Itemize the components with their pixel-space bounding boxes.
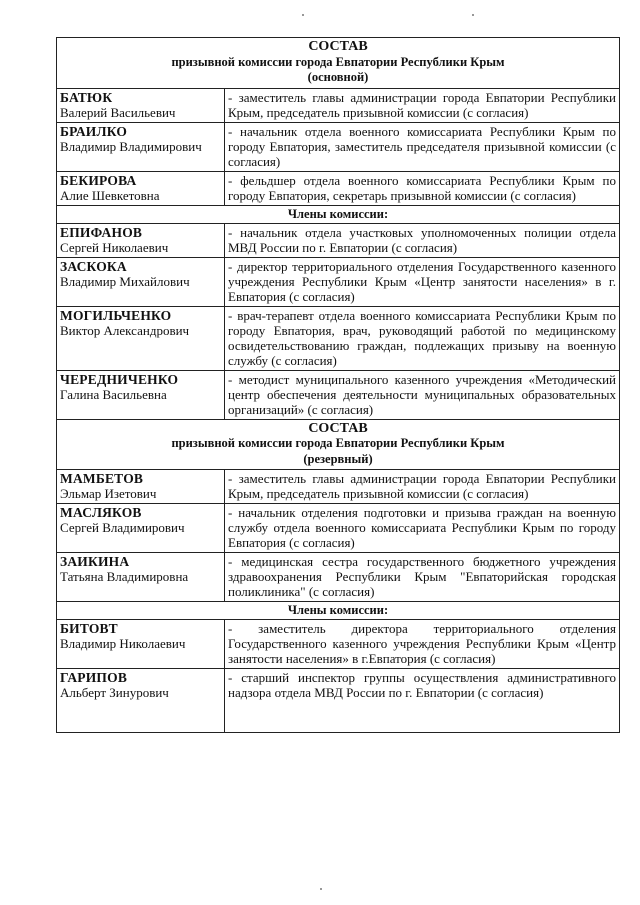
person-name: Алие Шевкетовна <box>60 187 160 203</box>
commission-table <box>56 37 620 733</box>
person-role: - старший инспектор группы осуществления административного надзора отдела МВД России по г. Евпатории (с согласия) <box>225 669 620 733</box>
person-cell <box>57 88 225 122</box>
table-row <box>57 122 620 171</box>
person-surname: БАТЮК <box>60 89 113 105</box>
person-surname: МАСЛЯКОВ <box>60 505 142 520</box>
person-name: Эльмар Изетович <box>60 486 157 501</box>
members-heading: Члены комиссии: <box>57 602 620 620</box>
person-name: Владимир Михайлович <box>60 273 190 289</box>
person-name: Валерий Васильевич <box>60 104 176 120</box>
person-surname: БЕКИРОВА <box>60 172 137 188</box>
person-cell <box>57 257 225 306</box>
table-row <box>57 470 620 504</box>
person-surname: ЗАСКОКА <box>60 258 127 274</box>
person-name: Сергей Владимирович <box>60 520 185 535</box>
reserve-header-row <box>57 419 620 470</box>
scan-speck <box>320 888 322 890</box>
person-role: - фельдшер отдела военного комиссариата Республики Крым по городу Евпатория, секретарь призывной комиссии (с согласия) <box>225 171 620 205</box>
person-surname: ЗАИКИНА <box>60 554 130 569</box>
person-surname: БИТОВТ <box>60 621 118 636</box>
reserve-header <box>57 419 620 470</box>
person-role: - заместитель главы администрации города Евпатории Республики Крым, председатель призывной комиссии (с согласия) <box>225 470 620 504</box>
table-row <box>57 620 620 669</box>
members-heading-row <box>57 205 620 223</box>
primary-header-row <box>57 38 620 89</box>
scan-speck <box>302 14 304 16</box>
reserve-title: СОСТАВ <box>308 420 368 436</box>
reserve-subtitle: призывной комиссии города Евпатории Республики Крым <box>171 436 505 450</box>
person-role: - начальник отдела участковых уполномоченных полиции отдела МВД России по г. Евпатории (с согласия) <box>225 223 620 257</box>
person-cell <box>57 171 225 205</box>
person-role: - начальник отделения подготовки и призыва граждан на военную службу отдела военного комиссариата Республики Крым по городу Евпатория (с согласия) <box>225 504 620 553</box>
person-surname: ЧЕРЕДНИЧЕНКО <box>60 371 179 387</box>
person-role: - врач-терапевт отдела военного комиссариата Республики Крым по городу Евпатория, врач, руководящий работой по медицинскому освидетельствованию граждан, подлежащих призыву на военную службу (с согласия) <box>225 306 620 370</box>
person-cell <box>57 122 225 171</box>
person-surname: МАМБЕТОВ <box>60 471 144 486</box>
person-surname: ГАРИПОВ <box>60 670 128 685</box>
primary-subtitle: призывной комиссии города Евпатории Республики Крым <box>171 54 505 69</box>
person-role: - методист муниципального казенного учреждения «Методический центр обеспечения деятельности муниципальных образовательных организаций» (с согласия) <box>225 370 620 419</box>
person-cell <box>57 470 225 504</box>
person-surname: МОГИЛЬЧЕНКО <box>60 307 172 323</box>
person-cell <box>57 620 225 669</box>
scan-speck <box>472 14 474 16</box>
table-row <box>57 669 620 733</box>
table-row <box>57 306 620 370</box>
person-name: Сергей Николаевич <box>60 239 169 255</box>
members-heading: Члены комиссии: <box>57 205 620 223</box>
person-cell <box>57 370 225 419</box>
person-name: Галина Васильевна <box>60 386 167 402</box>
person-role: - заместитель директора территориального отделения Государственного казенного учреждения Республики Крым «Центр занятости населения» в г.Евпатория (с согласия) <box>225 620 620 669</box>
person-role: - заместитель главы администрации города Евпатории Республики Крым, председатель призывной комиссии (с согласия) <box>225 88 620 122</box>
table-row <box>57 553 620 602</box>
person-cell <box>57 306 225 370</box>
person-surname: БРАИЛКО <box>60 123 128 139</box>
person-name: Виктор Александрович <box>60 322 190 338</box>
table-row <box>57 257 620 306</box>
table-row <box>57 504 620 553</box>
primary-kind: (основной) <box>307 70 369 84</box>
table-row <box>57 370 620 419</box>
person-name: Татьяна Владимировна <box>60 569 189 584</box>
person-name: Альберт Зинурович <box>60 685 169 700</box>
person-role: - медицинская сестра государственного бюджетного учреждения здравоохранения Республики Крым "Евпаторийская городская поликлиника" (с согласия) <box>225 553 620 602</box>
table-row <box>57 171 620 205</box>
person-cell <box>57 223 225 257</box>
members-heading-row <box>57 602 620 620</box>
person-name: Владимир Николаевич <box>60 636 186 651</box>
person-cell <box>57 669 225 733</box>
reserve-kind: (резервный) <box>303 451 373 466</box>
person-surname: ЕПИФАНОВ <box>60 224 143 240</box>
table-row <box>57 223 620 257</box>
primary-title: СОСТАВ <box>308 39 368 54</box>
person-role: - директор территориального отделения Государственного казенного учреждения Республики Крым «Центр занятости населения» в г. Евпатория (с согласия) <box>225 257 620 306</box>
person-cell <box>57 553 225 602</box>
primary-header <box>57 38 620 89</box>
person-cell <box>57 504 225 553</box>
table-row <box>57 88 620 122</box>
person-name: Владимир Владимирович <box>60 138 202 154</box>
person-role: - начальник отдела военного комиссариата Республики Крым по городу Евпатория, заместитель председателя призывной комиссии (с согласия) <box>225 122 620 171</box>
